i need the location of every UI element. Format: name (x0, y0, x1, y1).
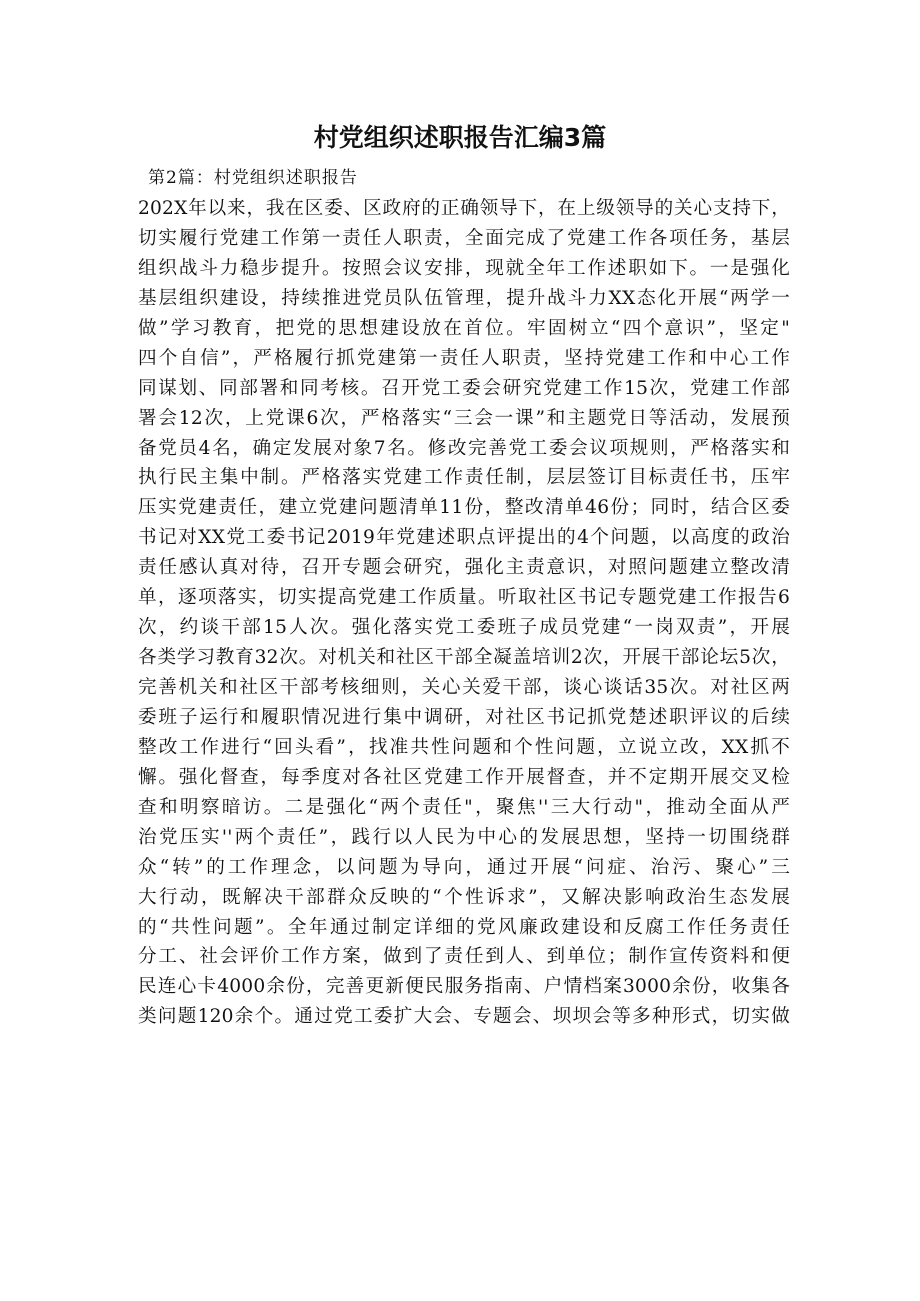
body-line: 各类学习教育32次。对机关和社区干部全凝盖培训2次，开展干部论坛5次， (138, 647, 790, 669)
body-line: 执行民主集中制。严格落实党建工作责任制，层层签订目标责任书，压牢 (138, 467, 790, 489)
body-line: 懈。强化督查，每季度对各社区党建工作开展督查，并不定期开展交叉检 (138, 766, 790, 788)
body-line: 同谋划、同部署和同考核。召开党工委会研究党建工作15次，党建工作部 (138, 377, 790, 399)
body-line: 整改工作进行“回头看”，找准共性问题和个性问题，立说立改，XX抓不 (138, 736, 790, 758)
body-line: 书记对XX党工委书记2019年党建述职点评提出的4个问题，以高度的政治 (138, 527, 790, 549)
body-line: 的“共性问题”。全年通过制定详细的党风廉政建设和反腐工作任务责任 (138, 916, 790, 938)
body-line: 类问题120余个。通过党工委扩大会、专题会、坝坝会等多种形式，切实做 (138, 1006, 790, 1028)
body-line: 众“转”的工作理念，以问题为导向，通过开展“问症、治污、聚心”三 (138, 856, 790, 878)
body-line: 做”学习教育，把党的思想建设放在首位。牢固树立“四个意识”，坚定" (138, 317, 790, 339)
body-line: 完善机关和社区干部考核细则，关心关爱干部，谈心谈话35次。对社区两 (138, 677, 790, 698)
document-title: 村党组织述职报告汇编3篇 (313, 123, 607, 152)
body-line: 基层组织建设，持续推进党员队伍管理，提升战斗力XX态化开展“两学一 (138, 287, 790, 309)
body-paragraph (138, 194, 790, 1032)
body-line: 备党员4名，确定发展对象7名。修改完善党工委会议项规则，严格落实和 (138, 437, 790, 459)
body-line: 大行动，既解决干部群众反映的“个性诉求”，又解决影响政治生态发展 (138, 886, 790, 908)
body-line: 202X年以来，我在区委、区政府的正确领导下，在上级领导的关心支持下， (138, 198, 790, 219)
body-line: 委班子运行和履职情况进行集中调研，对社区书记抓党楚述职评议的后续 (138, 706, 790, 728)
body-line: 单，逐项落实，切实提高党建工作质量。听取社区书记专题党建工作报告6 (138, 587, 790, 609)
body-line: 责任感认真对待，召开专题会研究，强化主责意识，对照问题建立整改清 (138, 557, 790, 579)
body-line: 组织战斗力稳步提升。按照会议安排，现就全年工作述职如下。一是强化 (138, 257, 790, 279)
body-line: 署会12次，上党课6次，严格落实“三会一课”和主题党日等活动，发展预 (138, 407, 790, 429)
body-line: 民连心卡4000余份，完善更新便民服务指南、户情档案3000余份，收集各 (138, 976, 790, 998)
body-line: 次，约谈干部15人次。强化落实党工委班子成员党建“一岗双责”，开展 (138, 617, 790, 639)
body-line: 分工、社会评价工作方案，做到了责任到人、到单位；制作宣传资料和便 (138, 946, 790, 968)
body-line: 切实履行党建工作第一责任人职责，全面完成了党建工作各项任务，基层 (138, 227, 790, 249)
body-line: 查和明察暗访。二是强化“两个责任"，聚焦''三大行动"，推动全面从严 (138, 796, 790, 818)
body-line: 治党压实''两个责任”，践行以人民为中心的发展思想，坚持一切围绕群 (138, 826, 790, 848)
section-heading: 第2篇：村党组织述职报告 (148, 168, 358, 188)
body-line: 压实党建责任，建立党建问题清单11份，整改清单46份；同时，结合区委 (138, 497, 790, 519)
body-line: 四个自信”，严格履行抓党建第一责任人职责，坚持党建工作和中心工作 (138, 347, 790, 369)
